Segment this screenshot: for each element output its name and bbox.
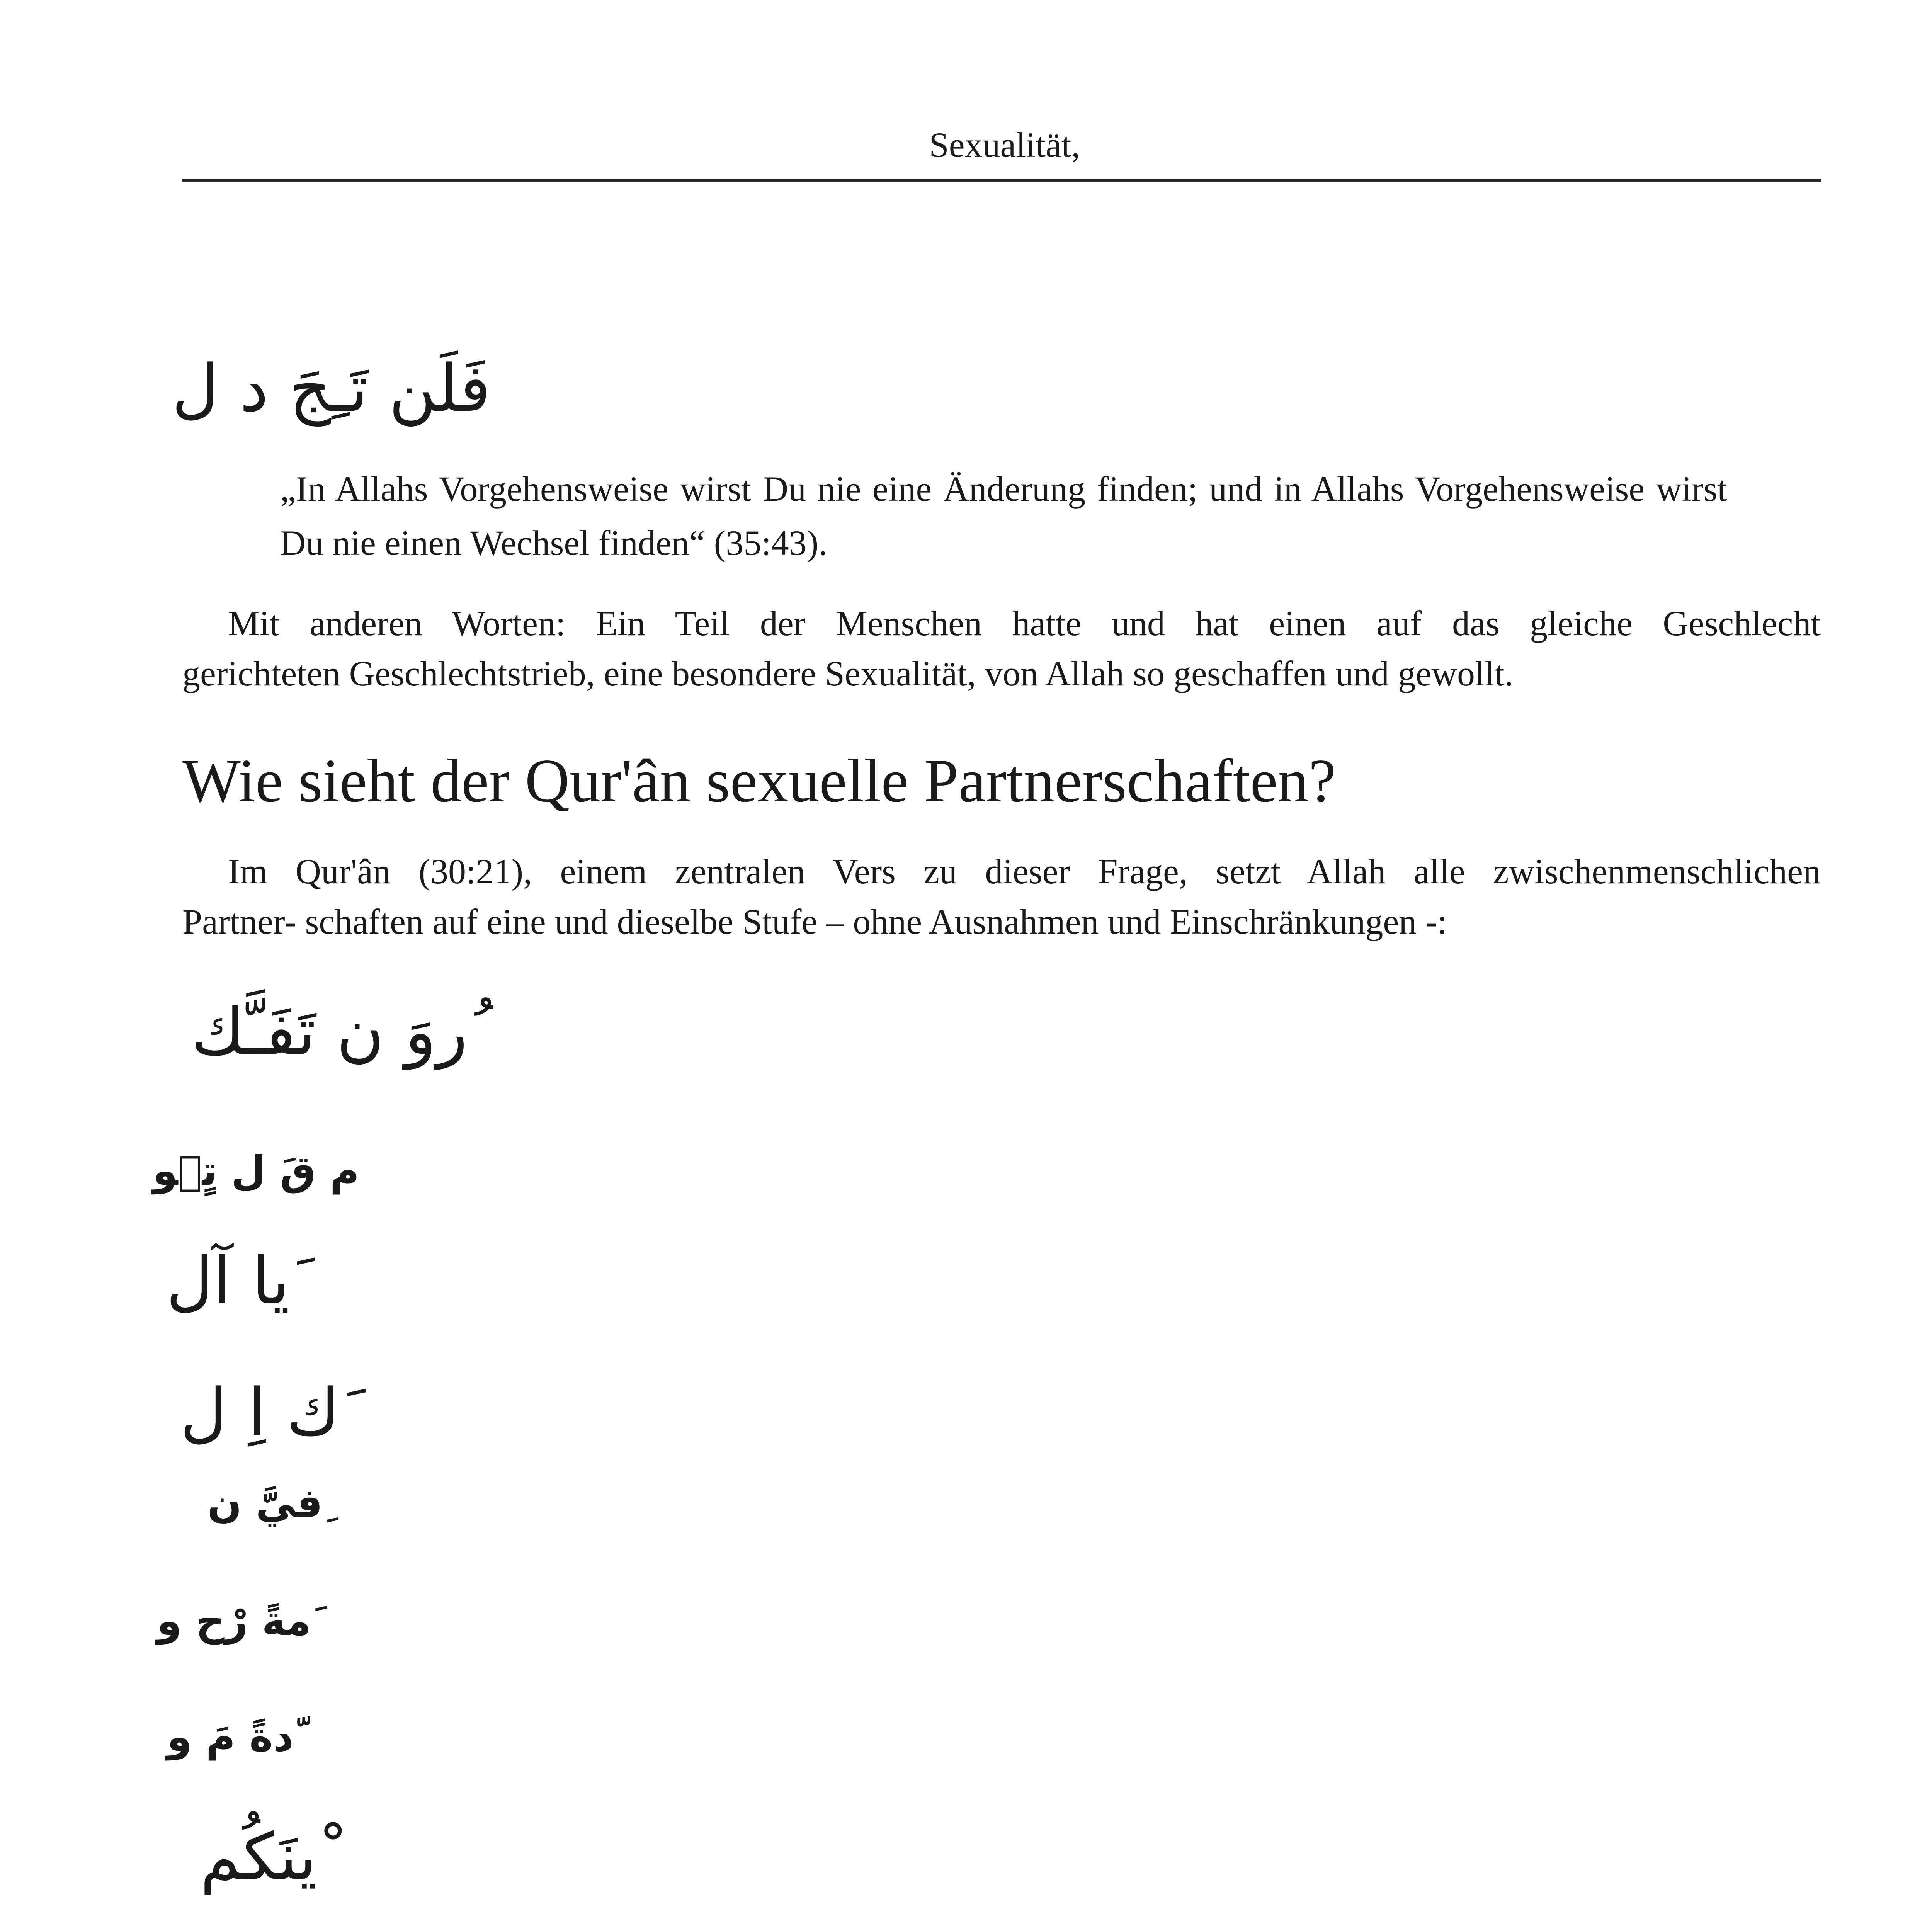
arabic-verse-line: ِفيَّ ن <box>207 1480 323 1527</box>
arabic-verse-line: ُروَ ن تَفَـَّك <box>191 994 468 1070</box>
section-heading: Wie sieht der Qur'ân sexuelle Partnerschaften? <box>182 746 1336 815</box>
paragraph-line: gerichteten Geschlechtstrieb, eine besondere Sexualität, von Allah so geschaffen und gewollt. <box>182 654 1514 693</box>
arabic-verse-line: ْينَكُم <box>200 1819 317 1895</box>
header-rule <box>182 179 1821 182</box>
paragraph-line: Mit anderen Worten: Ein Teil der Menschen hatte und hat einen auf das gleiche Geschlecht <box>228 604 1821 643</box>
running-head: Sexualität, <box>929 125 1080 165</box>
arabic-verse-line: َك اِ ل <box>180 1374 340 1450</box>
arabic-verse-line: ّدةً مَ و <box>167 1713 294 1760</box>
arabic-verse-line: م قَ ل تٍۢو <box>153 1147 359 1194</box>
body-paragraph <box>182 846 1821 947</box>
paragraph-line: Im Qur'ân (30:21), einem zentralen Vers zu dieser Frage, setzt Allah alle zwischenmenschlichen <box>228 852 1821 891</box>
arabic-verse-line: َمةً رْح و <box>156 1597 311 1645</box>
arabic-verse-line: َيا آل <box>166 1243 290 1319</box>
body-paragraph <box>182 598 1821 699</box>
quran-quote: „In Allahs Vorgehensweise wirst Du nie eine Änderung finden; und in Allahs Vorgehensweise wirst Du nie einen Wechsel finden“ (35:43). <box>280 469 1727 563</box>
paragraph-line: Partner- schaften auf eine und dieselbe Stufe – ohne Ausnahmen und Einschränkungen -: <box>182 902 1447 941</box>
arabic-verse-line: فَلَن تَـِجَ د ل <box>172 350 491 426</box>
